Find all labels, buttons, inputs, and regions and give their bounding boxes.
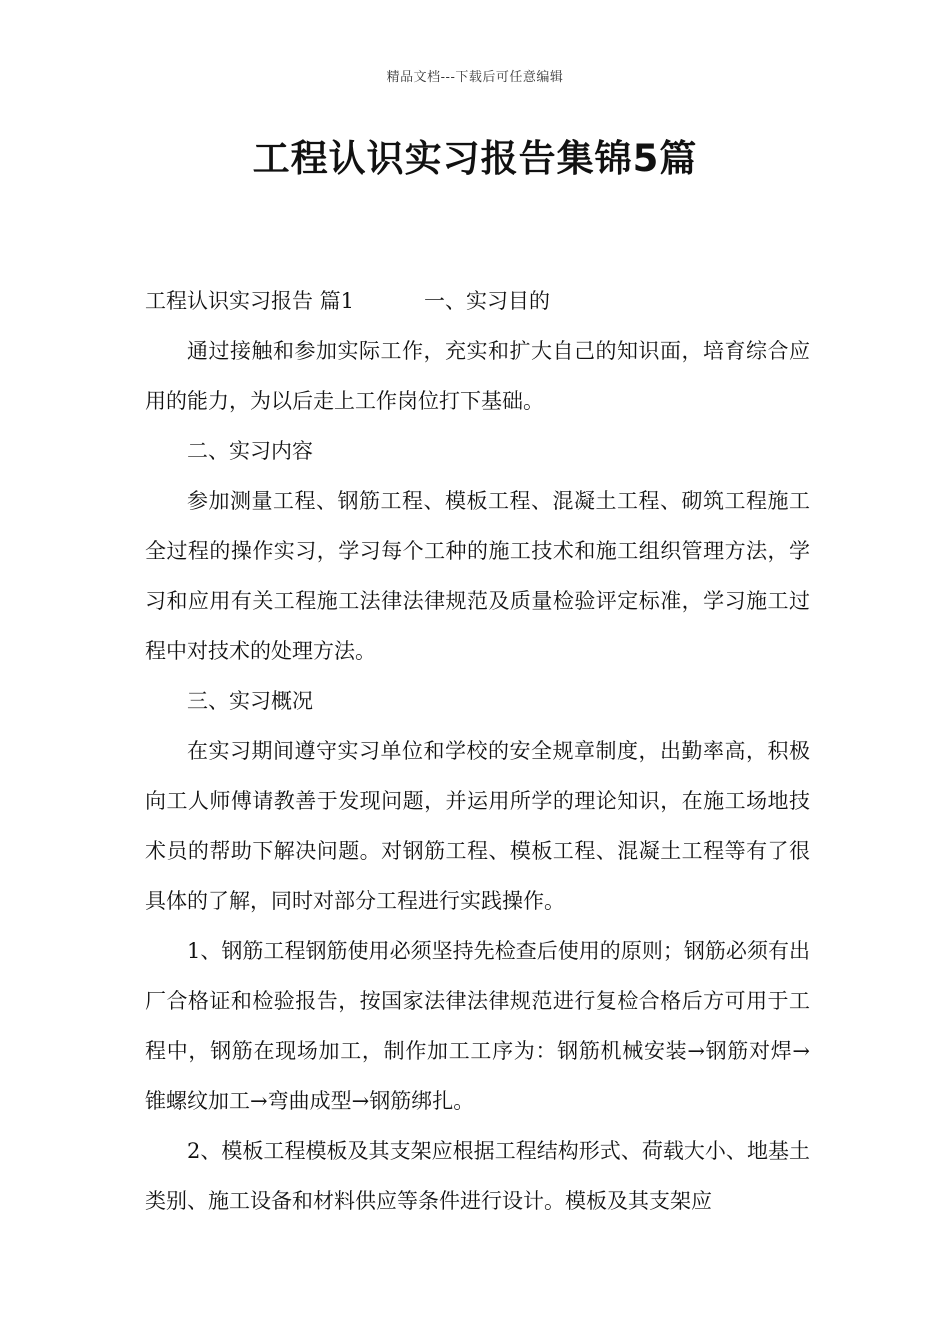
paragraph-rebar: 1、钢筋工程钢筋使用必须坚持先检查后使用的原则；钢筋必须有出厂合格证和检验报告，按国家法律法律规范进行复检合格后方可用于工程中，钢筋在现场加工，制作加工工序为：钢筋机械安装→钢筋对焊→锥螺纹加工→弯曲成型→钢筋绑扎。 xyxy=(145,939,810,1113)
section-label: 工程认识实习报告 篇1 xyxy=(145,289,355,313)
section-heading-content: 二、实习内容 xyxy=(187,439,313,463)
section-heading-purpose: 一、实习目的 xyxy=(424,289,551,313)
document-title: 工程认识实习报告集锦5篇 xyxy=(252,137,698,180)
document-body xyxy=(145,276,810,1226)
paragraph-overview: 在实习期间遵守实习单位和学校的安全规章制度，出勤率高，积极向工人师傅请教善于发现问题，并运用所学的理论知识，在施工场地技术员的帮助下解决问题。对钢筋工程、模板工程、混凝土工程等有了很具体的了解，同时对部分工程进行实践操作。 xyxy=(145,739,810,913)
first-line xyxy=(145,276,810,326)
paragraph-formwork: 2、模板工程模板及其支架应根据工程结构形式、荷载大小、地基土类别、施工设备和材料供应等条件进行设计。模板及其支架应 xyxy=(145,1139,810,1213)
paragraph-purpose: 通过接触和参加实际工作，充实和扩大自己的知识面，培育综合应用的能力，为以后走上工作岗位打下基础。 xyxy=(145,339,810,413)
page-header-note: 精品文档---下载后可任意编辑 xyxy=(386,70,564,85)
section-heading-overview: 三、实习概况 xyxy=(187,689,313,713)
paragraph-content: 参加测量工程、钢筋工程、模板工程、混凝土工程、砌筑工程施工全过程的操作实习，学习每个工种的施工技术和施工组织管理方法，学习和应用有关工程施工法律法律规范及质量检验评定标准，学习施工过程中对技术的处理方法。 xyxy=(145,489,810,663)
